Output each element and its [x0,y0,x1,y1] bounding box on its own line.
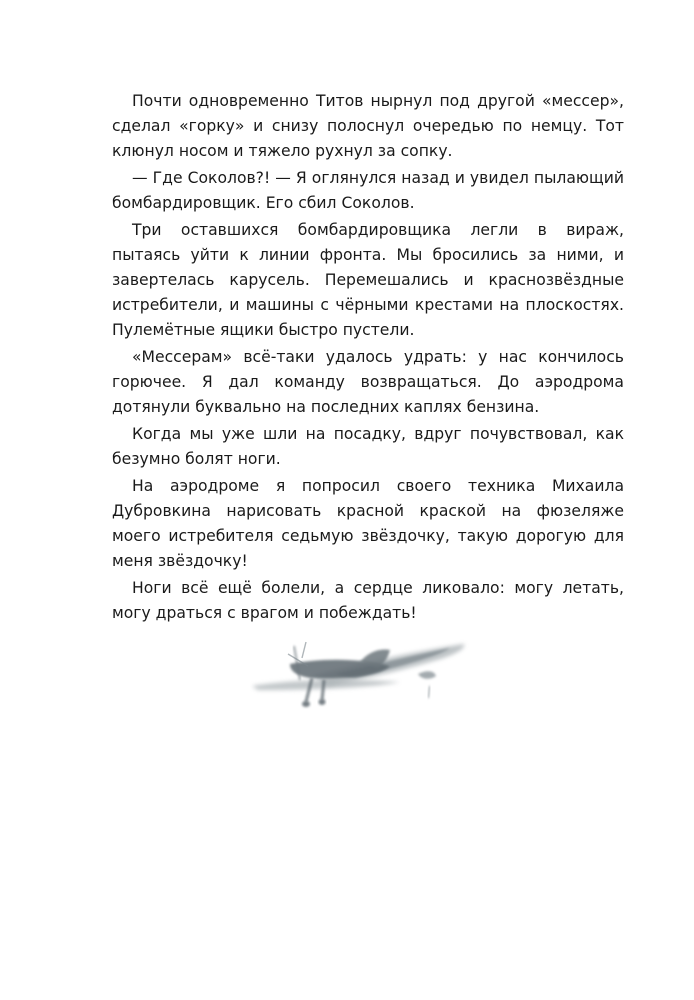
paragraph-5: Когда мы уже шли на посадку, вдруг почувствовал, как безумно болят ноги. [112,425,624,468]
paragraph-3: Три оставшихся бомбардировщика легли в вираж, пытаясь уйти к линии фронта. Мы бросились за ними, и завертелась карусель. Перемешались и краснозвёздные истребители, и машины с чёрными крестами на плоскостях. Пулемётные ящики быстро пустели. [112,221,624,339]
airplane-lower-wing [252,680,400,690]
paragraph-2: — Где Соколов?! — Я оглянулся назад и увидел пылающий бомбардировщик. Его сбил Соколов. [112,169,624,212]
story-text [112,89,624,628]
paragraph-4: «Мессерам» всё-таки удалось удрать: у нас кончилось горючее. Я дал команду возвращаться. До аэродрома дотянули буквально на последних каплях бензина. [112,348,624,416]
paragraph-6: На аэродроме я попросил своего техника Михаила Дубровкина нарисовать красной краской на фюзеляже моего истребителя седьмую звёздочку, такую дорогую для меня звёздочку! [112,477,624,570]
paragraph-7: Ноги всё ещё болели, а сердце ликовало: могу летать, могу драться с врагом и побеждать! [112,579,624,622]
paragraph-1: Почти одновременно Титов нырнул под другой «мессер», сделал «горку» и снизу полоснул очередью по немцу. Тот клюнул носом и тяжело рухнул за сопку. [112,92,624,160]
airplane-watercolor-illustration [250,636,472,716]
